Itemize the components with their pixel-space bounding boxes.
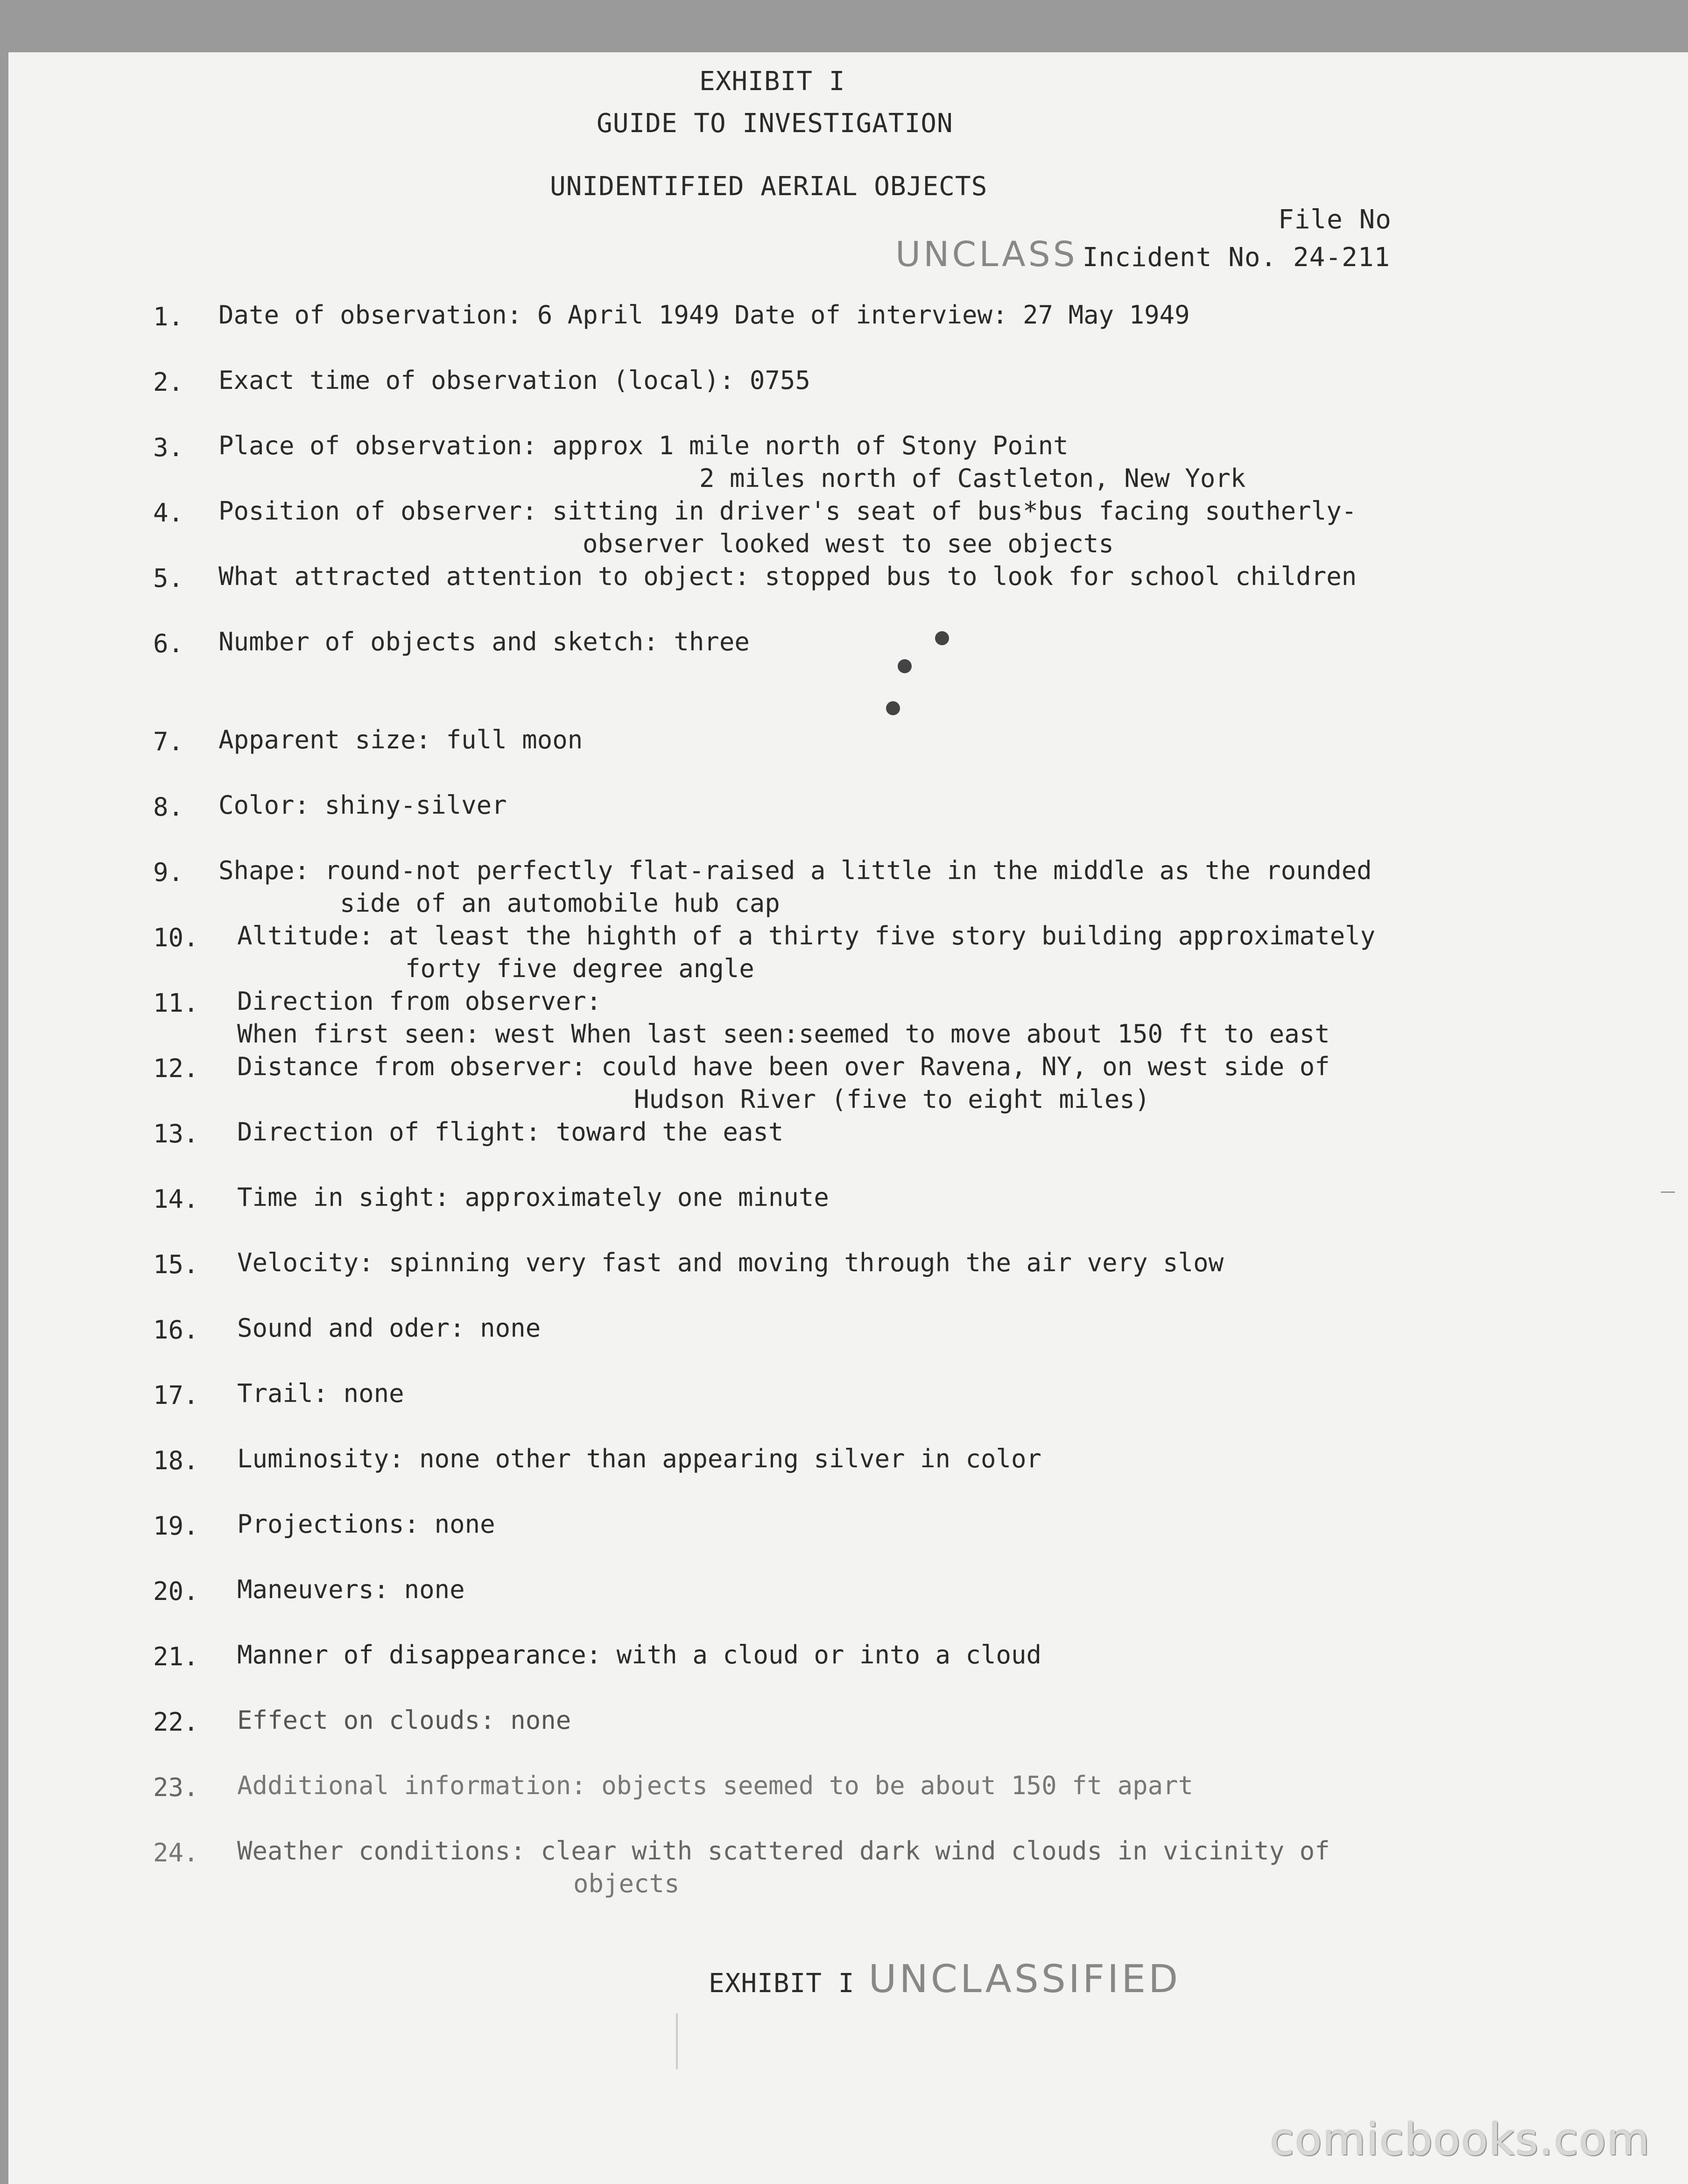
item-direction-line-2: When first seen: west When last seen:seemed to move about 150 ft to east: [237, 1019, 1330, 1049]
footer-exhibit: EXHIBIT I: [709, 1968, 855, 1999]
item-velocity: Velocity: spinning very fast and moving through the air very slow: [237, 1248, 1224, 1277]
item-weather-line-1: Weather conditions: clear with scattered dark wind clouds in vicinity of: [237, 1836, 1330, 1866]
guide-heading: GUIDE TO INVESTIGATION: [597, 108, 953, 139]
item-effect-clouds: Effect on clouds: none: [237, 1705, 571, 1735]
item-number: 9.: [153, 858, 184, 887]
item-place-line-2: 2 miles north of Castleton, New York: [699, 464, 1246, 493]
item-place-line-1: Place of observation: approx 1 mile north of Stony Point: [218, 431, 1069, 460]
item-luminosity: Luminosity: none other than appearing silver in color: [237, 1444, 1042, 1473]
item-distance-line-2: Hudson River (five to eight miles): [634, 1085, 1150, 1114]
item-number: 5.: [153, 564, 184, 593]
item-shape-line-1: Shape: round-not perfectly flat-raised a little in the middle as the rounded: [218, 856, 1372, 885]
item-number: 10.: [153, 923, 199, 952]
item-number: 17.: [153, 1381, 199, 1410]
item-number: 1.: [153, 302, 184, 331]
item-disappearance: Manner of disappearance: with a cloud or into a cloud: [237, 1640, 1042, 1670]
item-number: 21.: [153, 1642, 199, 1671]
item-number: 18.: [153, 1446, 199, 1475]
item-flight-direction: Direction of flight: toward the east: [237, 1117, 784, 1147]
item-exact-time: Exact time of observation (local): 0755: [218, 366, 810, 395]
sketch-object-icon: [935, 631, 949, 645]
item-altitude-line-1: Altitude: at least the highth of a thirty five story building approximately: [237, 921, 1376, 951]
file-no-label: File No: [1278, 204, 1392, 235]
item-altitude-line-2: forty five degree angle: [405, 954, 754, 983]
item-position-line-2: observer looked west to see objects: [583, 529, 1114, 558]
item-number: 23.: [153, 1773, 199, 1802]
item-number: 15.: [153, 1250, 199, 1279]
item-number: 4.: [153, 498, 184, 528]
item-number: 6.: [153, 629, 184, 658]
item-number: 2.: [153, 367, 184, 397]
item-number: 11.: [153, 988, 199, 1018]
unclassified-stamp-top: UNCLASS: [895, 234, 1078, 275]
item-trail: Trail: none: [237, 1379, 404, 1408]
item-number: 7.: [153, 727, 184, 756]
item-sound-odor: Sound and oder: none: [237, 1313, 541, 1343]
item-number: 8.: [153, 792, 184, 822]
item-number: 20.: [153, 1577, 199, 1606]
item-color: Color: shiny-silver: [218, 790, 507, 820]
item-shape-line-2: side of an automobile hub cap: [340, 888, 780, 918]
document-page: [8, 52, 1688, 2184]
item-number: 13.: [153, 1119, 199, 1148]
item-date-observation: Date of observation: 6 April 1949 Date of interview: 27 May 1949: [218, 300, 1190, 330]
item-number: 12.: [153, 1054, 199, 1083]
scan-artifact: [676, 2013, 678, 2069]
item-number: 22.: [153, 1707, 199, 1737]
footer-line: [709, 1957, 1181, 2001]
item-number: 14.: [153, 1184, 199, 1214]
sketch-object-icon: [886, 701, 900, 715]
item-position-line-1: Position of observer: sitting in driver's seat of bus*bus facing southerly-: [218, 496, 1357, 526]
incident-line: [895, 234, 1390, 275]
item-number: 3.: [153, 433, 184, 462]
item-number-objects: Number of objects and sketch: three: [218, 627, 750, 656]
item-additional-info: Additional information: objects seemed to be about 150 ft apart: [237, 1771, 1194, 1800]
item-weather-line-2: objects: [573, 1869, 680, 1898]
item-projections: Projections: none: [237, 1509, 495, 1539]
item-direction-line-1: Direction from observer:: [237, 986, 602, 1016]
sketch-object-icon: [898, 659, 912, 673]
unclassified-stamp-bottom: UNCLASSIFIED: [868, 1957, 1181, 2001]
item-number: 16.: [153, 1315, 199, 1345]
subject-heading: UNIDENTIFIED AERIAL OBJECTS: [550, 171, 988, 202]
exhibit-heading: EXHIBIT I: [699, 66, 845, 97]
scan-artifact: [1661, 1191, 1675, 1193]
incident-number: Incident No. 24-211: [1082, 242, 1391, 273]
site-watermark: comicbooks.com: [1270, 2114, 1651, 2165]
item-attention: What attracted attention to object: stopped bus to look for school children: [218, 562, 1357, 591]
item-maneuvers: Maneuvers: none: [237, 1575, 465, 1604]
item-number: 24.: [153, 1838, 199, 1867]
item-number: 19.: [153, 1511, 199, 1541]
item-distance-line-1: Distance from observer: could have been over Ravena, NY, on west side of: [237, 1052, 1330, 1081]
item-apparent-size: Apparent size: full moon: [218, 725, 583, 754]
item-time-in-sight: Time in sight: approximately one minute: [237, 1183, 829, 1212]
